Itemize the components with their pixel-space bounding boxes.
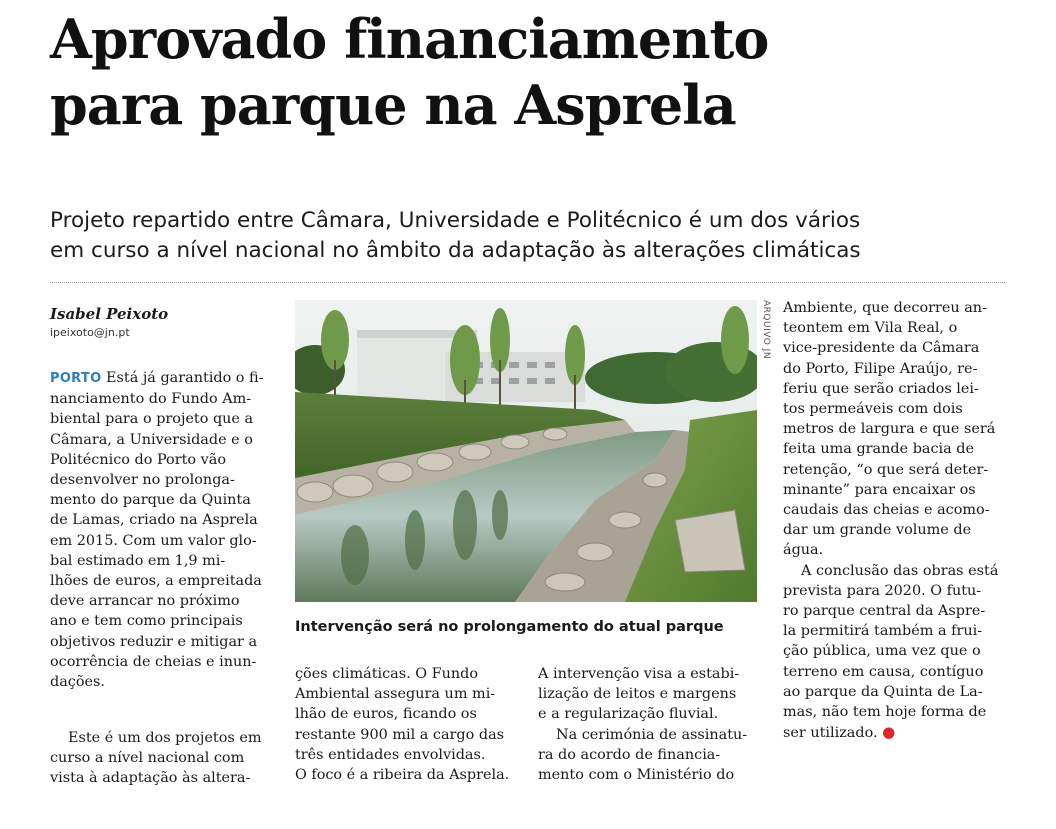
body-line: minante” para encaixar os [783, 481, 976, 498]
body-line: ra do acordo de financia- [538, 746, 721, 763]
body-line-text: Está já garantido o fi- [106, 370, 264, 386]
body-line: desenvolver no prolonga- [50, 472, 235, 489]
body-line: lhão de euros, ficando os [295, 706, 477, 723]
standfirst-line-2: em curso a nível nacional no âmbito da adaptação às alterações climáticas [50, 238, 861, 263]
body-line: A conclusão das obras está [801, 562, 999, 579]
body-line: caudais das cheias e acomo- [783, 502, 990, 519]
body-line: bal estimado em 1,9 mi- [50, 552, 226, 569]
body-line: curso a nível nacional com [50, 750, 245, 767]
body-column-2 [295, 664, 520, 785]
body-line: vice-presidente da Câmara [783, 340, 980, 357]
body-line: feita uma grande bacia de [783, 441, 975, 458]
body-line: teontem em Vila Real, o [783, 320, 958, 337]
body-line: ção pública, uma vez que o [783, 643, 981, 660]
body-line [50, 368, 278, 389]
photo-credit: ARQUIVO JN [761, 300, 771, 360]
section-divider [50, 282, 1005, 283]
body-line: dações. [50, 674, 105, 691]
body-line: tos permeáveis com dois [783, 401, 963, 418]
body-line: A intervenção visa a estabi- [538, 666, 740, 682]
body-line: ocorrência de cheias e inun- [50, 653, 257, 670]
location-kicker: PORTO [50, 371, 102, 386]
body-line [783, 722, 1005, 743]
body-line: água. [783, 542, 824, 559]
body-line: Na cerimónia de assinatu- [556, 726, 748, 743]
body-line: três entidades envolvidas. [295, 746, 486, 763]
body-line-text: ser utilizado. [783, 725, 878, 742]
body-line: prevista para 2020. O futu- [783, 582, 982, 599]
body-line: Ambiente, que decorreu an- [783, 300, 987, 316]
body-line: deve arrancar no próximo [50, 593, 240, 610]
body-line: ções climáticas. O Fundo [295, 666, 479, 682]
park-photo [295, 300, 757, 602]
body-line: O foco é a ribeira da Asprela. [295, 767, 510, 784]
end-of-article-marker: ● [882, 723, 896, 742]
body-line: em 2015. Com um valor glo- [50, 532, 257, 549]
standfirst-line-1: Projeto repartido entre Câmara, Universidade e Politécnico é um dos vários [50, 208, 861, 233]
author-email: ipeixoto@jn.pt [50, 326, 130, 339]
body-line: mas, não tem hoje forma de [783, 704, 987, 721]
headline-line-2: para parque na Asprela [50, 73, 736, 137]
body-line: Ambiental assegura um mi- [295, 686, 496, 703]
body-line: e a regularização fluvial. [538, 706, 719, 723]
body-line: lhões de euros, a empreitada [50, 573, 262, 590]
body-line: lização de leitos e margens [538, 686, 737, 703]
body-line: retenção, “o que será deter- [783, 461, 989, 478]
body-line: objetivos reduzir e mitigar a [50, 633, 258, 650]
body-column-1-continued [50, 728, 278, 789]
body-column-1 [50, 368, 278, 692]
body-line: restante 900 mil a cargo das [295, 726, 505, 743]
body-line: metros de largura e que será [783, 421, 996, 438]
body-line: ro parque central da Aspre- [783, 603, 986, 620]
body-line: feriu que serão criados lei- [783, 380, 979, 397]
body-line: ao parque da Quinta de La- [783, 683, 983, 700]
body-line: Câmara, a Universidade e o [50, 431, 253, 448]
body-line: do Porto, Filipe Araújo, re- [783, 360, 978, 377]
body-line: terreno em causa, contíguo [783, 663, 984, 680]
body-line: vista à adaptação às altera- [50, 770, 251, 787]
body-line: dar um grande volume de [783, 522, 972, 539]
body-line: nanciamento do Fundo Am- [50, 391, 252, 408]
body-line: de Lamas, criado na Asprela [50, 512, 258, 529]
body-line: biental para o projeto que a [50, 411, 254, 428]
standfirst [50, 206, 1010, 266]
headline [50, 6, 990, 138]
headline-line-1: Aprovado financiamento [50, 7, 769, 71]
body-line: mento com o Ministério do [538, 767, 735, 784]
body-line: mento do parque da Quinta [50, 492, 251, 509]
body-column-4 [783, 298, 1005, 743]
body-line: ano e tem como principais [50, 613, 243, 630]
body-line: la permitirá também a frui- [783, 623, 983, 640]
author-byline: Isabel Peixoto [50, 305, 169, 323]
photo-caption: Intervenção será no prolongamento do atual parque [295, 619, 724, 635]
body-line: Politécnico do Porto vão [50, 451, 226, 468]
body-line: Este é um dos projetos em [68, 730, 262, 746]
body-column-3 [538, 664, 760, 785]
